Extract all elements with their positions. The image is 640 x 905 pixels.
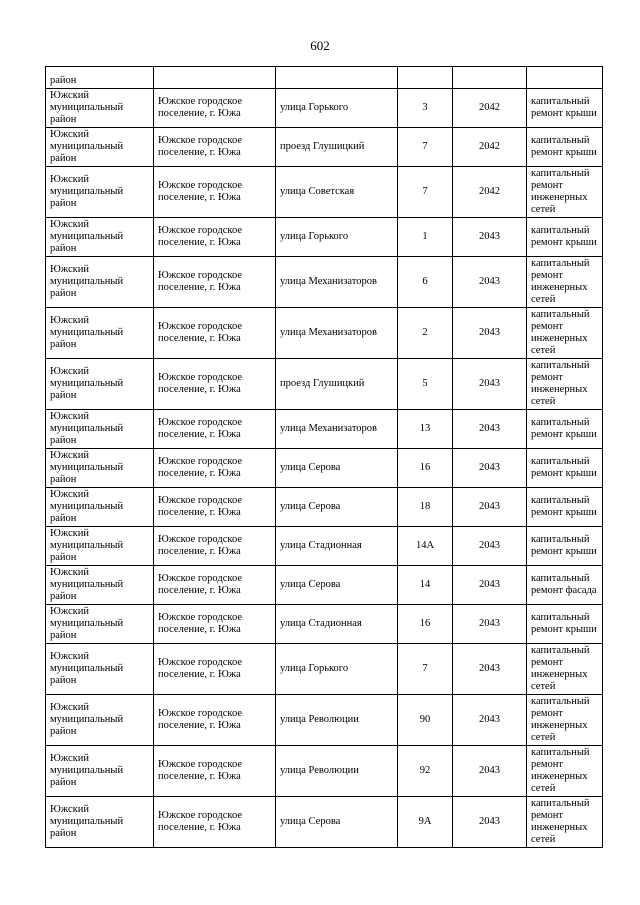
cell-district: Южский муниципальный район: [46, 308, 154, 359]
cell-work-type: капитальный ремонт крыши: [527, 449, 603, 488]
cell-year: 2043: [453, 218, 527, 257]
cell-work-type: капитальный ремонт инженерных сетей: [527, 644, 603, 695]
cell-settlement: Южское городское поселение, г. Южа: [154, 695, 276, 746]
cell-house-number: [398, 67, 453, 89]
cell-work-type: капитальный ремонт инженерных сетей: [527, 257, 603, 308]
cell-settlement: Южское городское поселение, г. Южа: [154, 218, 276, 257]
cell-year: 2042: [453, 167, 527, 218]
cell-house-number: 5: [398, 359, 453, 410]
cell-work-type: капитальный ремонт фасада: [527, 566, 603, 605]
cell-house-number: 6: [398, 257, 453, 308]
cell-street: улица Серова: [276, 488, 398, 527]
cell-street: улица Горького: [276, 218, 398, 257]
cell-settlement: Южское городское поселение, г. Южа: [154, 167, 276, 218]
cell-year: 2043: [453, 449, 527, 488]
cell-year: 2043: [453, 257, 527, 308]
cell-year: 2043: [453, 644, 527, 695]
cell-street: проезд Глушицкий: [276, 359, 398, 410]
cell-house-number: 16: [398, 605, 453, 644]
cell-street: улица Механизаторов: [276, 257, 398, 308]
cell-house-number: 2: [398, 308, 453, 359]
table-row: [46, 410, 603, 449]
cell-district: Южский муниципальный район: [46, 167, 154, 218]
cell-work-type: капитальный ремонт крыши: [527, 605, 603, 644]
cell-work-type: капитальный ремонт крыши: [527, 410, 603, 449]
cell-work-type: капитальный ремонт крыши: [527, 89, 603, 128]
cell-district: Южский муниципальный район: [46, 359, 154, 410]
cell-work-type: капитальный ремонт крыши: [527, 218, 603, 257]
table-row: [46, 359, 603, 410]
cell-year: 2043: [453, 605, 527, 644]
cell-settlement: Южское городское поселение, г. Южа: [154, 644, 276, 695]
table-row: [46, 746, 603, 797]
cell-year: 2043: [453, 797, 527, 848]
cell-year: 2042: [453, 128, 527, 167]
cell-street: улица Серова: [276, 797, 398, 848]
cell-house-number: 7: [398, 644, 453, 695]
cell-street: улица Революции: [276, 746, 398, 797]
cell-street: улица Горького: [276, 89, 398, 128]
cell-district: Южский муниципальный район: [46, 644, 154, 695]
table-row: [46, 644, 603, 695]
cell-house-number: 7: [398, 167, 453, 218]
table-row: [46, 218, 603, 257]
cell-street: улица Стадионная: [276, 527, 398, 566]
cell-house-number: 13: [398, 410, 453, 449]
cell-house-number: 18: [398, 488, 453, 527]
cell-settlement: Южское городское поселение, г. Южа: [154, 359, 276, 410]
registry-table-body: [46, 67, 603, 848]
cell-settlement: Южское городское поселение, г. Южа: [154, 605, 276, 644]
cell-year: 2043: [453, 566, 527, 605]
page-number: 602: [310, 38, 330, 53]
cell-settlement: Южское городское поселение, г. Южа: [154, 746, 276, 797]
cell-house-number: 9А: [398, 797, 453, 848]
table-row: [46, 128, 603, 167]
cell-settlement: Южское городское поселение, г. Южа: [154, 128, 276, 167]
table-row: [46, 695, 603, 746]
cell-work-type: капитальный ремонт крыши: [527, 527, 603, 566]
cell-house-number: 3: [398, 89, 453, 128]
cell-street: улица Серова: [276, 566, 398, 605]
cell-district: Южский муниципальный район: [46, 488, 154, 527]
cell-settlement: Южское городское поселение, г. Южа: [154, 89, 276, 128]
cell-district: Южский муниципальный район: [46, 797, 154, 848]
cell-work-type: капитальный ремонт инженерных сетей: [527, 167, 603, 218]
cell-district: Южский муниципальный район: [46, 410, 154, 449]
cell-house-number: 90: [398, 695, 453, 746]
cell-year: 2043: [453, 488, 527, 527]
cell-settlement: Южское городское поселение, г. Южа: [154, 488, 276, 527]
table-row: [46, 566, 603, 605]
cell-district: Южский муниципальный район: [46, 257, 154, 308]
cell-district: Южский муниципальный район: [46, 566, 154, 605]
table-row: [46, 308, 603, 359]
cell-district: Южский муниципальный район: [46, 605, 154, 644]
cell-house-number: 92: [398, 746, 453, 797]
cell-district: район: [46, 67, 154, 89]
cell-work-type: капитальный ремонт инженерных сетей: [527, 359, 603, 410]
cell-street: улица Механизаторов: [276, 308, 398, 359]
cell-district: Южский муниципальный район: [46, 449, 154, 488]
cell-settlement: Южское городское поселение, г. Южа: [154, 308, 276, 359]
cell-street: улица Стадионная: [276, 605, 398, 644]
cell-work-type: капитальный ремонт крыши: [527, 488, 603, 527]
table-row: [46, 527, 603, 566]
cell-work-type: [527, 67, 603, 89]
cell-settlement: [154, 67, 276, 89]
cell-street: улица Советская: [276, 167, 398, 218]
cell-year: 2043: [453, 527, 527, 566]
cell-work-type: капитальный ремонт инженерных сетей: [527, 308, 603, 359]
table-row: [46, 167, 603, 218]
cell-street: улица Механизаторов: [276, 410, 398, 449]
cell-district: Южский муниципальный район: [46, 695, 154, 746]
cell-house-number: 14: [398, 566, 453, 605]
cell-street: улица Революции: [276, 695, 398, 746]
cell-work-type: капитальный ремонт инженерных сетей: [527, 695, 603, 746]
table-row: [46, 797, 603, 848]
cell-district: Южский муниципальный район: [46, 527, 154, 566]
cell-year: 2043: [453, 359, 527, 410]
cell-year: 2043: [453, 308, 527, 359]
cell-street: [276, 67, 398, 89]
cell-settlement: Южское городское поселение, г. Южа: [154, 410, 276, 449]
cell-work-type: капитальный ремонт инженерных сетей: [527, 746, 603, 797]
cell-settlement: Южское городское поселение, г. Южа: [154, 257, 276, 308]
cell-settlement: Южское городское поселение, г. Южа: [154, 566, 276, 605]
cell-district: Южский муниципальный район: [46, 128, 154, 167]
table-row: [46, 449, 603, 488]
cell-district: Южский муниципальный район: [46, 746, 154, 797]
cell-settlement: Южское городское поселение, г. Южа: [154, 449, 276, 488]
cell-district: Южский муниципальный район: [46, 89, 154, 128]
registry-table: [45, 66, 603, 848]
cell-street: улица Серова: [276, 449, 398, 488]
cell-house-number: 14А: [398, 527, 453, 566]
table-row-continued: [46, 67, 603, 89]
cell-street: улица Горького: [276, 644, 398, 695]
cell-year: 2043: [453, 410, 527, 449]
table-row: [46, 89, 603, 128]
cell-house-number: 7: [398, 128, 453, 167]
cell-year: 2043: [453, 746, 527, 797]
cell-year: [453, 67, 527, 89]
cell-settlement: Южское городское поселение, г. Южа: [154, 797, 276, 848]
cell-work-type: капитальный ремонт инженерных сетей: [527, 797, 603, 848]
cell-year: 2043: [453, 695, 527, 746]
cell-year: 2042: [453, 89, 527, 128]
cell-settlement: Южское городское поселение, г. Южа: [154, 527, 276, 566]
cell-street: проезд Глушицкий: [276, 128, 398, 167]
table-row: [46, 605, 603, 644]
cell-work-type: капитальный ремонт крыши: [527, 128, 603, 167]
table-row: [46, 257, 603, 308]
cell-district: Южский муниципальный район: [46, 218, 154, 257]
cell-house-number: 1: [398, 218, 453, 257]
cell-house-number: 16: [398, 449, 453, 488]
table-row: [46, 488, 603, 527]
